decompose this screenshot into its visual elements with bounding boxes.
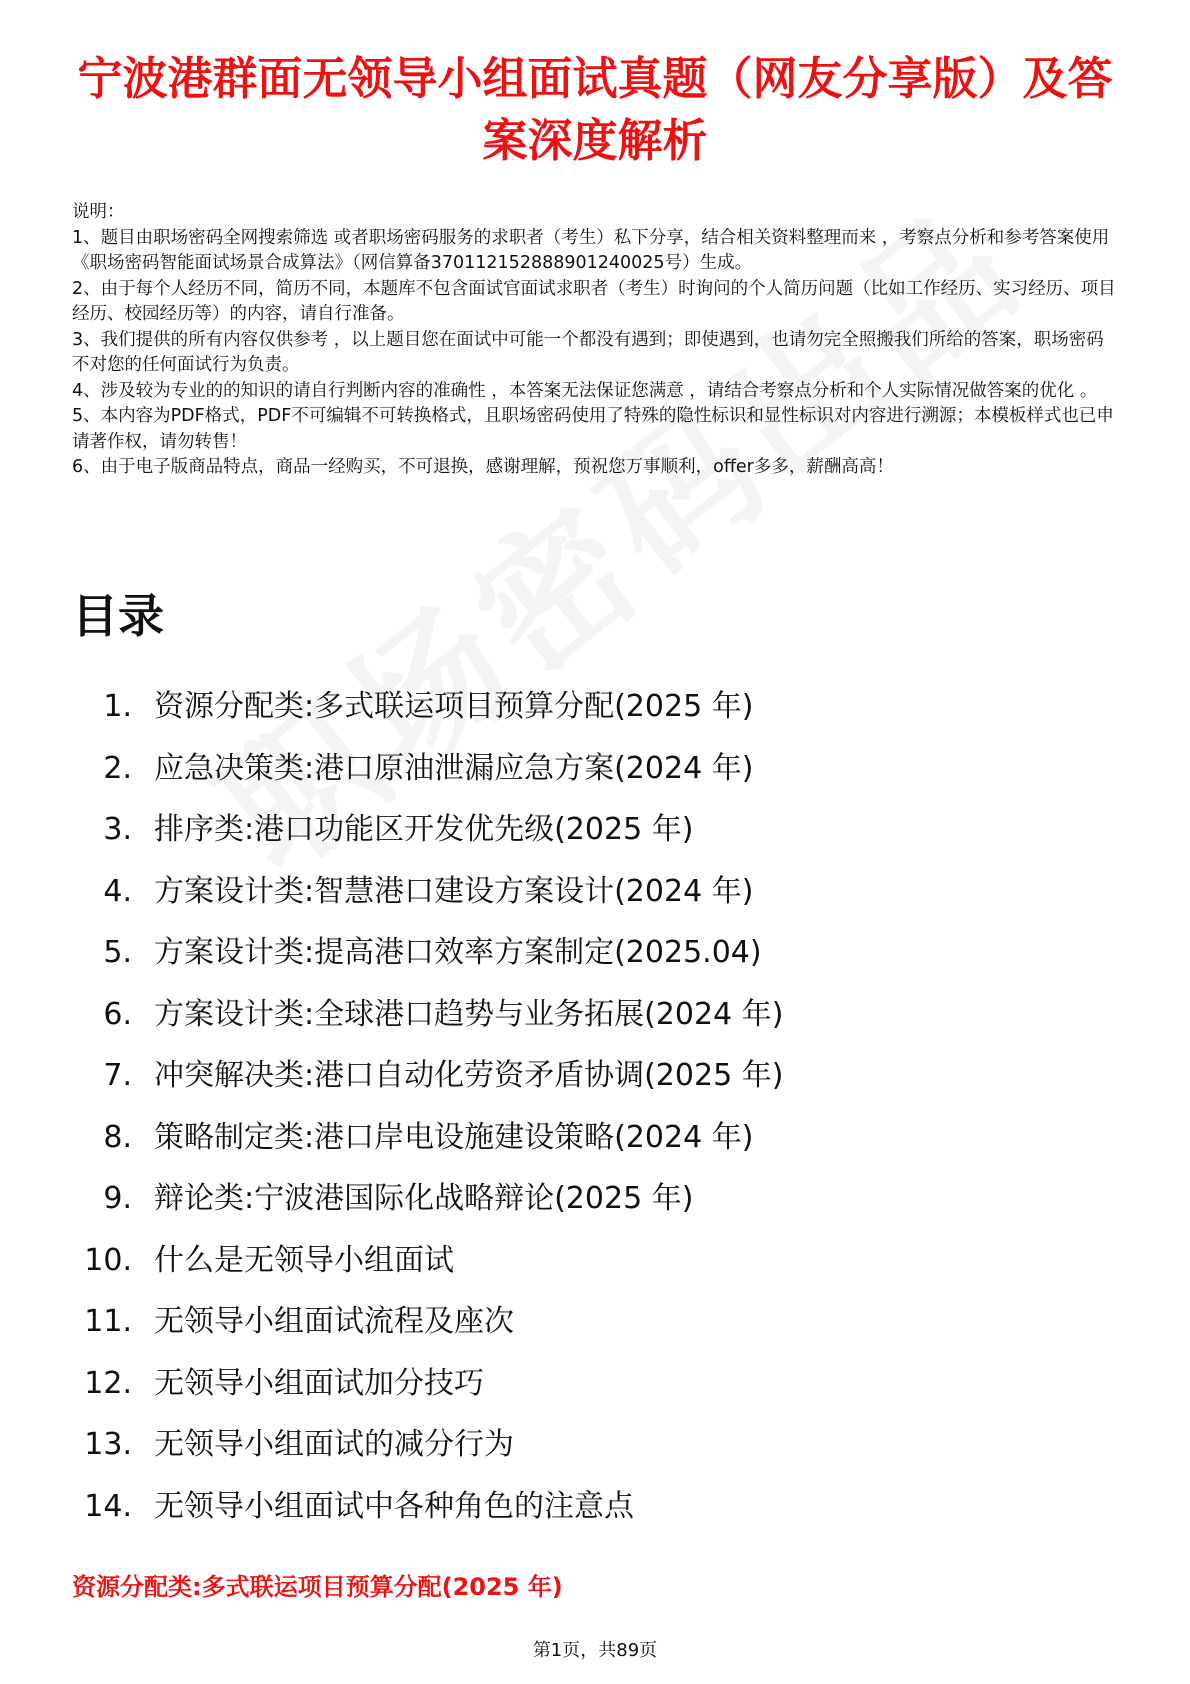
- toc-item[interactable]: [40, 1302, 1120, 1364]
- note-item: 5、本内容为PDF格式，PDF不可编辑不可转换格式，且职场密码使用了特殊的隐性标识和显性标识对内容进行溯源；本模板样式也已申请著作权，请勿转售！: [72, 406, 1114, 452]
- toc-item[interactable]: [40, 1241, 1120, 1303]
- toc-item[interactable]: [40, 1487, 1120, 1549]
- toc-item[interactable]: [40, 1179, 1120, 1241]
- toc-item[interactable]: [40, 1118, 1120, 1180]
- toc-item[interactable]: [40, 995, 1120, 1057]
- toc-item-label: 无领导小组面试流程及座次: [154, 1304, 514, 1339]
- note-item: 4、涉及较为专业的的知识的请自行判断内容的准确性 ，本答案无法保证您满意 ，请结合考察点分析和个人实际情况做答案的优化 。: [72, 380, 1098, 401]
- note-item: 1、题目由职场密码全网搜索筛选 或者职场密码服务的求职者（考生）私下分享，结合相关资料整理而来 ，考察点分析和参考答案使用《职场密码智能面试场景合成算法》（网信算备370112152888901240025号）生成。: [72, 227, 1110, 273]
- toc-item-label: 应急决策类:港口原油泄漏应急方案(2024 年): [154, 750, 754, 786]
- toc-item[interactable]: [40, 749, 1120, 811]
- toc-item-label: 无领导小组面试加分技巧: [154, 1365, 484, 1401]
- toc-item[interactable]: [40, 810, 1120, 872]
- note-item: 3、我们提供的所有内容仅供参考 ，以上题目您在面试中可能一个都没有遇到；即使遇到，也请勿完全照搬我们所给的答案，职场密码不对您的任何面试行为负责。: [72, 329, 1104, 375]
- toc-item-number: 4.: [103, 873, 132, 909]
- toc-item-number: 1.: [103, 689, 132, 724]
- toc-item[interactable]: [40, 1364, 1120, 1426]
- toc-item-label: 方案设计类:提高港口效率方案制定(2025.04): [154, 935, 762, 970]
- toc-item-label: 无领导小组面试中各种角色的注意点: [154, 1488, 634, 1524]
- note-item: 6、由于电子版商品特点，商品一经购买，不可退换，感谢理解，预祝您万事顺利，offer多多，薪酬高高！: [72, 457, 894, 477]
- toc-item-number: 9.: [103, 1181, 132, 1216]
- toc-item-label: 无领导小组面试的减分行为: [154, 1427, 514, 1462]
- toc-item-label: 方案设计类:智慧港口建设方案设计(2024 年): [154, 873, 754, 909]
- disclaimer-notes: [72, 200, 1118, 481]
- toc-item[interactable]: [40, 687, 1120, 749]
- toc-item-number: 5.: [103, 935, 132, 970]
- toc-item-number: 10.: [84, 1242, 132, 1278]
- toc-item-label: 冲突解决类:港口自动化劳资矛盾协调(2025 年): [154, 1058, 784, 1093]
- toc-item-label: 排序类:港口功能区开发优先级(2025 年): [154, 812, 694, 847]
- toc-item-label: 方案设计类:全球港口趋势与业务拓展(2024 年): [154, 996, 784, 1032]
- toc-item-label: 资源分配类:多式联运项目预算分配(2025 年): [154, 689, 754, 724]
- toc-item[interactable]: [40, 872, 1120, 934]
- toc-item-number: 6.: [103, 996, 132, 1032]
- toc-item-number: 13.: [84, 1427, 132, 1462]
- toc-item-number: 7.: [103, 1058, 132, 1093]
- toc-item-label: 辩论类:宁波港国际化战略辩论(2025 年): [154, 1181, 694, 1216]
- document-title: 宁波港群面无领导小组面试真题（网友分享版）及答案深度解析: [77, 52, 1113, 167]
- table-of-contents: [40, 687, 1120, 1548]
- toc-item-number: 8.: [103, 1119, 132, 1155]
- toc-item-number: 2.: [103, 750, 132, 786]
- toc-item[interactable]: [40, 1056, 1120, 1118]
- toc-item[interactable]: [40, 933, 1120, 995]
- toc-item-number: 14.: [84, 1488, 132, 1524]
- note-item: 2、由于每个人经历不同，简历不同，本题库不包含面试官面试求职者（考生）时询问的个人简历问题（比如工作经历、实习经历、项目经历、校园经历等）的内容，请自行准备。: [72, 278, 1116, 324]
- notes-heading: 说明：: [72, 202, 125, 222]
- toc-item-number: 12.: [84, 1365, 132, 1401]
- toc-heading: 目录: [72, 589, 164, 643]
- toc-item-label: 什么是无领导小组面试: [154, 1242, 454, 1278]
- section-heading: 资源分配类:多式联运项目预算分配(2025 年): [72, 1573, 563, 1601]
- toc-item-label: 策略制定类:港口岸电设施建设策略(2024 年): [154, 1119, 754, 1155]
- toc-item[interactable]: [40, 1425, 1120, 1487]
- toc-item-number: 3.: [103, 812, 132, 847]
- toc-item-number: 11.: [84, 1304, 132, 1339]
- page-footer: 第1页，共89页: [532, 1640, 658, 1661]
